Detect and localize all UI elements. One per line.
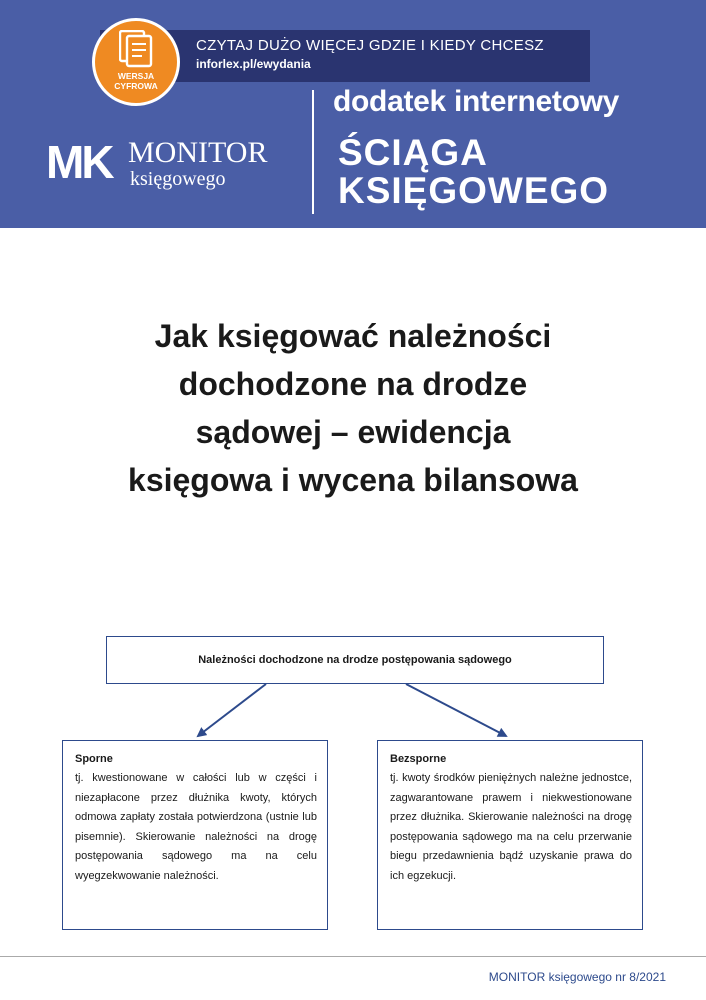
- disputed-heading: Sporne: [75, 753, 113, 765]
- undisputed-box: [377, 740, 643, 930]
- undisputed-heading: Bezsporne: [390, 753, 447, 765]
- footer-divider: [0, 956, 706, 957]
- badge-line-2: CYFROWA: [114, 81, 158, 91]
- footer-issue: MONITOR księgowego nr 8/2021: [488, 970, 666, 984]
- article-title: [40, 312, 666, 504]
- diagram-arrows: [0, 680, 706, 742]
- addon-title-line-2: KSIĘGOWEGO: [338, 170, 610, 211]
- addon-label: dodatek internetowy: [333, 85, 620, 118]
- promo-link[interactable]: inforlex.pl/ewydania: [196, 57, 311, 71]
- header-band: [0, 0, 706, 228]
- title-line-1: Jak księgować należności: [154, 318, 552, 354]
- arrow-left: [198, 684, 266, 736]
- badge-label: [95, 71, 177, 91]
- logo-title: MONITOR: [128, 136, 268, 169]
- disputed-text: tj. kwestionowane w całości lub w części i niezapłacone przez dłużnika kwoty, których odmowa zapłaty została potwierdzona (ustnie lub pisemnie). Skierowanie należności na drogę postępowania sądowego ma na celu wyegzekwowanie należności.: [75, 772, 317, 882]
- title-line-4: księgowa i wycena bilansowa: [128, 462, 578, 498]
- diagram-root-box: Należności dochodzone na drodze postępowania sądowego: [106, 636, 604, 684]
- digital-edition-badge[interactable]: [92, 18, 180, 106]
- header-divider: [312, 90, 314, 214]
- promo-headline: CZYTAJ DUŻO WIĘCEJ GDZIE I KIEDY CHCESZ: [196, 37, 544, 54]
- disputed-box: [62, 740, 328, 930]
- title-line-2: dochodzone na drodze: [178, 366, 528, 402]
- logo-mark: MK: [46, 136, 112, 188]
- badge-line-1: WERSJA: [117, 71, 155, 81]
- logo-subtitle: księgowego: [130, 168, 226, 190]
- undisputed-text: tj. kwoty środków pieniężnych należne jednostce, zagwarantowane prawem i niekwestionowane przez dłużnika. Skierowanie należności na drogę postępowania sądowego ma na celu przerwanie biegu przedawnienia bądź uzyskanie prawa do ich egzekucji.: [390, 772, 632, 882]
- document-icon: [119, 30, 153, 68]
- addon-title: [338, 134, 609, 210]
- title-line-3: sądowej – ewidencja: [195, 414, 511, 450]
- arrow-right: [406, 684, 506, 736]
- addon-title-line-1: ŚCIĄGA: [338, 132, 488, 173]
